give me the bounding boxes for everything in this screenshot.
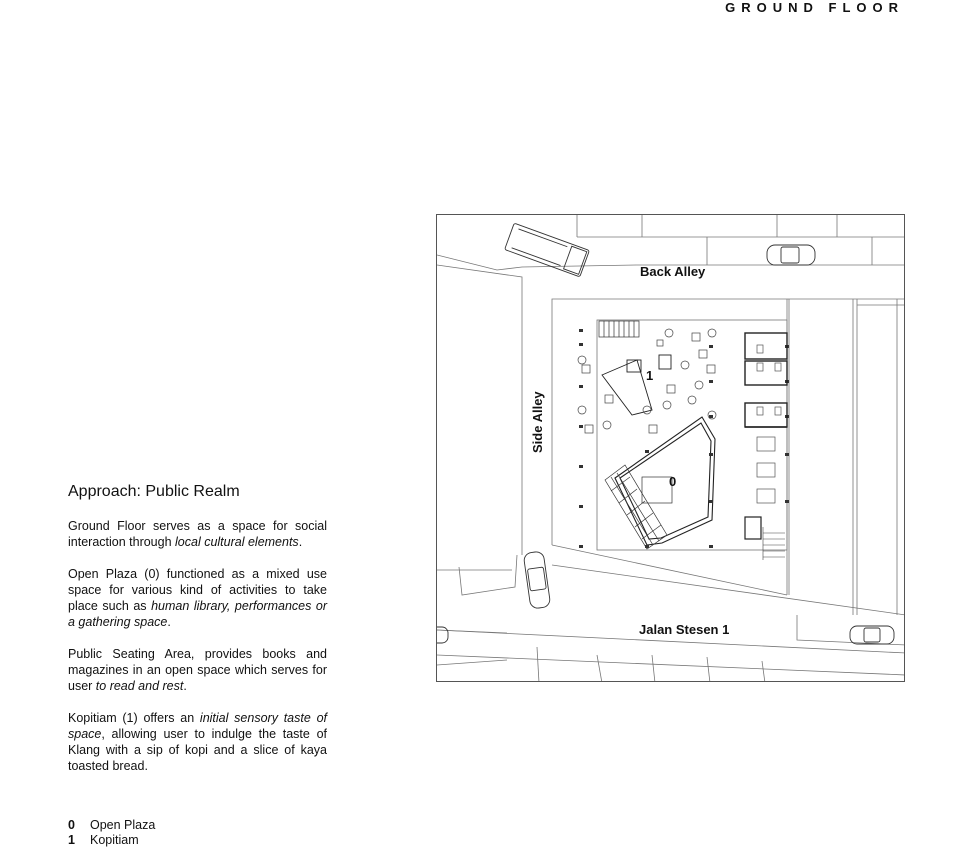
street-label-main-road: Jalan Stesen 1 xyxy=(639,622,730,637)
page-title: GROUND FLOOR xyxy=(725,0,904,15)
paragraph-ground-floor: Ground Floor serves as a space for social interaction through local cultural elements. xyxy=(68,519,327,549)
street-label-back-alley: Back Alley xyxy=(640,264,706,279)
zone-label-open-plaza: 0 xyxy=(669,474,677,489)
paragraph-public-seating: Public Seating Area, provides books and magazines in an open space which serves for user to read and rest. xyxy=(68,647,327,693)
legend-number: 1 xyxy=(68,833,75,847)
legend-item-open-plaza xyxy=(68,818,155,833)
paragraph-kopitiam: Kopitiam (1) offers an initial sensory taste of space, allowing user to indulge the taste of Klang with a sip of kopi and a slice of kaya toasted bread. xyxy=(68,711,327,773)
floor-plan-drawing xyxy=(437,215,905,682)
legend-label: Open Plaza xyxy=(90,818,156,832)
legend xyxy=(68,818,155,848)
zone-label-kopitiam: 1 xyxy=(646,368,654,383)
street-label-side-alley: Side Alley xyxy=(530,391,545,453)
ground-floor-plan xyxy=(436,214,905,682)
legend-label: Kopitiam xyxy=(90,833,139,847)
legend-number: 0 xyxy=(68,818,75,832)
approach-heading: Approach: Public Realm xyxy=(68,483,240,500)
paragraph-open-plaza: Open Plaza (0) functioned as a mixed use space for various kind of activities to take place such as human library, performances or a gathering space. xyxy=(68,567,327,629)
approach-text xyxy=(68,482,327,790)
